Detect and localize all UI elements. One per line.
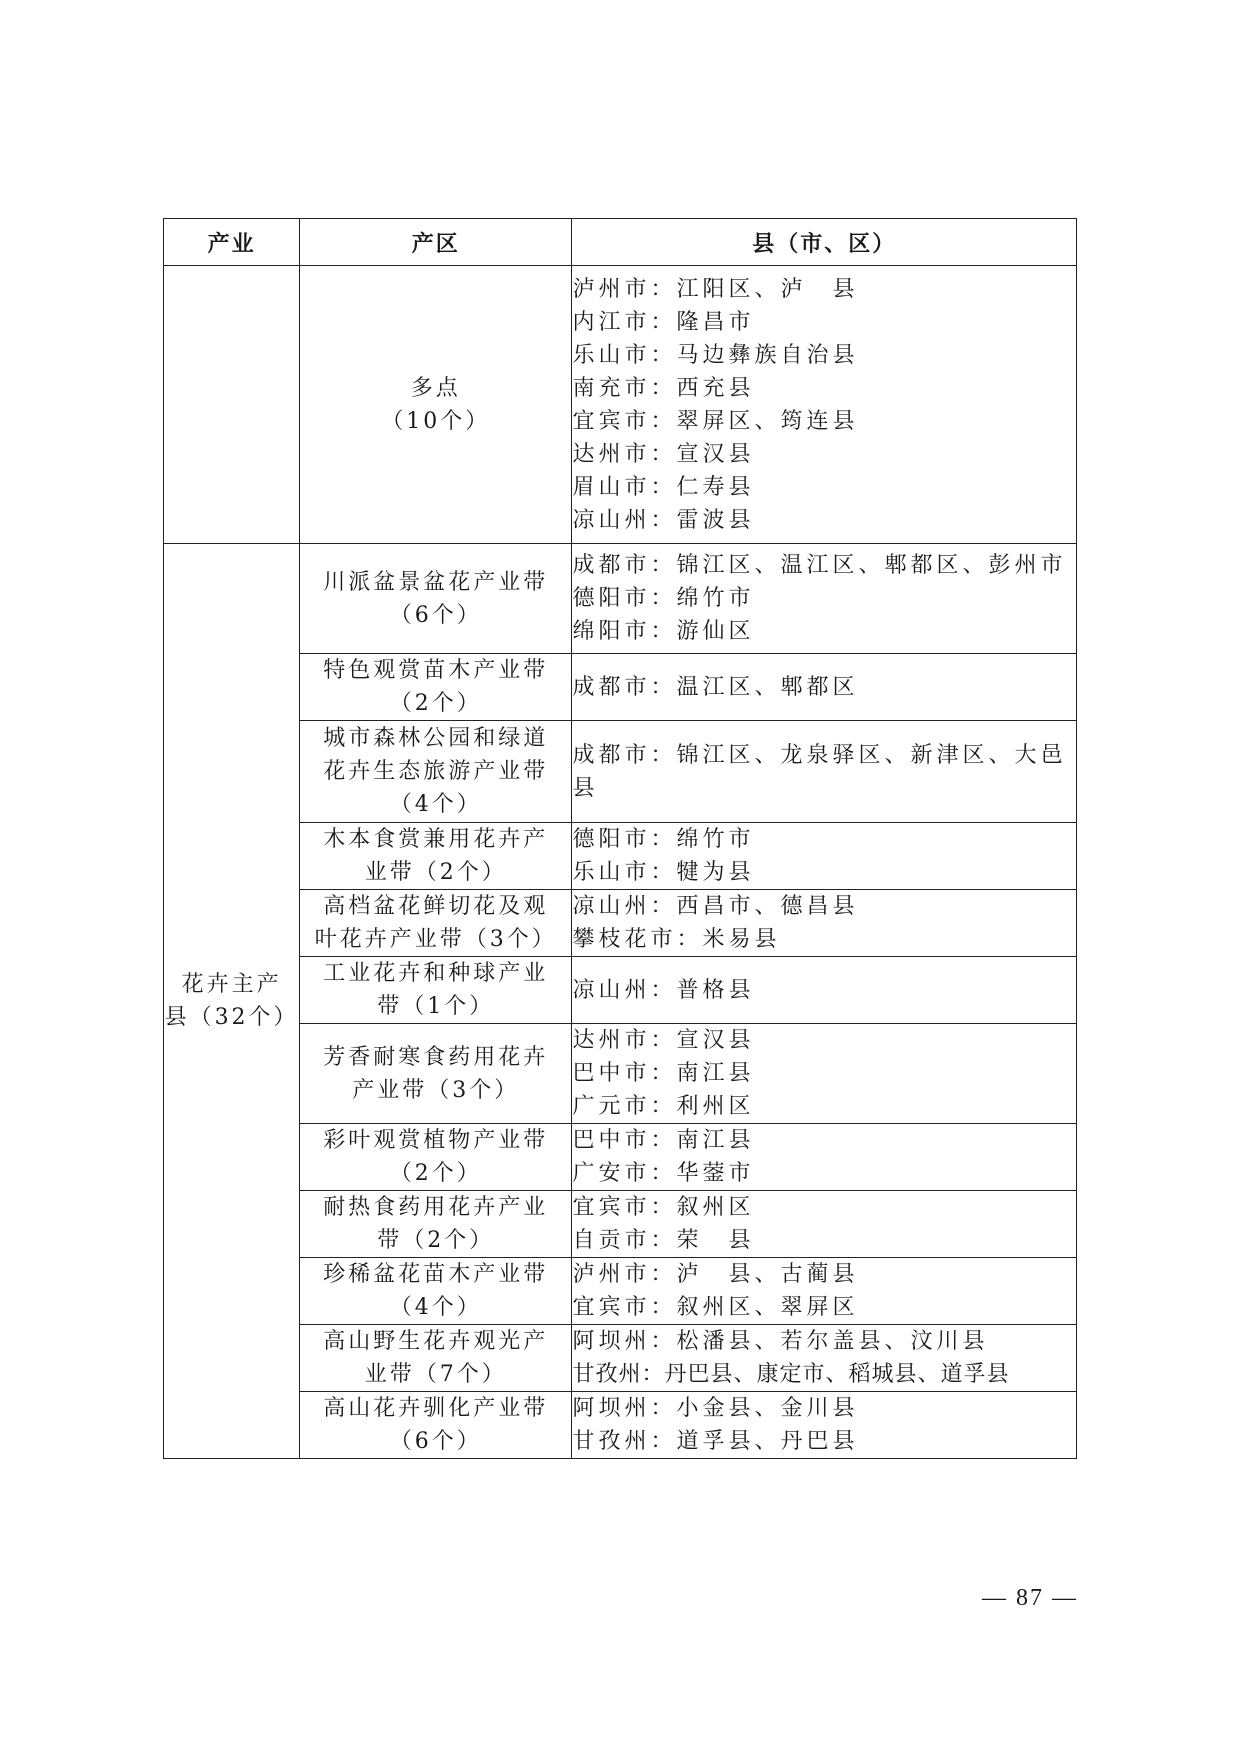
area-line: 川派盆景盆花产业带 xyxy=(323,569,549,595)
county-line: 广元市：利州区 xyxy=(572,1094,755,1119)
county-cell xyxy=(572,1258,1077,1325)
county-line: 巴中市：南江县 xyxy=(572,1061,755,1086)
header-industry: 产业 xyxy=(164,219,300,266)
county-line: 巴中市：南江县 xyxy=(572,1128,755,1153)
county-line: 凉山州：西昌市、德昌县 xyxy=(572,894,859,919)
county-line: 德阳市：绵竹市 xyxy=(572,586,755,611)
area-line: （2个） xyxy=(389,1161,482,1186)
area-line: 产业带（3个） xyxy=(352,1077,520,1103)
area-cell xyxy=(300,544,572,654)
county-line: 攀枝花市：米易县 xyxy=(572,927,781,952)
county-cell xyxy=(572,890,1077,957)
county-line: 广安市：华蓥市 xyxy=(572,1161,755,1186)
county-line: 凉山州：雷波县 xyxy=(572,507,755,533)
area-line: （4个） xyxy=(389,1295,482,1320)
area-cell xyxy=(300,823,572,890)
table-row xyxy=(164,1258,1077,1325)
area-line: （6个） xyxy=(389,1429,482,1454)
table-header-row xyxy=(164,219,1077,266)
county-cell xyxy=(572,544,1077,654)
area-cell xyxy=(300,957,572,1024)
county-line: 甘孜州：丹巴县、康定市、稻城县、道孚县 xyxy=(572,1362,1010,1387)
county-line: 德阳市：绵竹市 xyxy=(572,827,755,852)
area-cell xyxy=(300,654,572,721)
industry-line: 县（32个） xyxy=(164,1005,299,1030)
table-row xyxy=(164,266,1077,544)
table-row xyxy=(164,1325,1077,1392)
area-line: 工业花卉和种球产业 xyxy=(323,961,549,986)
county-line: 内江市：隆昌市 xyxy=(572,309,755,335)
area-cell xyxy=(300,1191,572,1258)
table-row xyxy=(164,823,1077,890)
area-line: 业带（2个） xyxy=(364,860,507,885)
industry-cell xyxy=(164,544,300,1459)
county-line: 甘孜州：道孚县、丹巴县 xyxy=(572,1429,859,1454)
county-cell xyxy=(572,721,1077,823)
county-cell xyxy=(572,266,1077,544)
area-line: 城市森林公园和绿道 xyxy=(323,726,549,751)
table-row xyxy=(164,890,1077,957)
county-line: 乐山市：马边彝族自治县 xyxy=(572,342,859,368)
industry-cell-empty xyxy=(164,266,300,544)
area-cell xyxy=(300,266,572,544)
area-line: 木本食赏兼用花卉产 xyxy=(323,827,549,852)
area-line: 高山野生花卉观光产 xyxy=(323,1329,549,1354)
area-line: 带（2个） xyxy=(377,1228,495,1253)
table-row xyxy=(164,654,1077,721)
county-line: 达州市：宣汉县 xyxy=(572,1028,755,1053)
area-cell xyxy=(300,721,572,823)
area-line: 花卉生态旅游产业带 xyxy=(323,759,549,784)
area-line: 珍稀盆花苗木产业带 xyxy=(323,1262,549,1287)
area-cell xyxy=(300,1024,572,1124)
area-line: 带（1个） xyxy=(377,994,495,1019)
county-line: 凉山州：普格县 xyxy=(572,977,755,1003)
county-cell xyxy=(572,1024,1077,1124)
county-cell xyxy=(572,957,1077,1024)
area-cell xyxy=(300,1124,572,1191)
table-row xyxy=(164,544,1077,654)
area-line: （4个） xyxy=(389,792,482,817)
industry-line: 花卉主产 xyxy=(181,972,282,997)
area-line: 高山花卉驯化产业带 xyxy=(323,1396,549,1421)
table-row xyxy=(164,1392,1077,1459)
county-line: 达州市：宣汉县 xyxy=(572,441,755,467)
county-line: 阿坝州：小金县、金川县 xyxy=(572,1396,859,1421)
county-cell xyxy=(572,1325,1077,1392)
county-line: 绵阳市：游仙区 xyxy=(572,619,755,644)
county-cell xyxy=(572,1124,1077,1191)
area-line: 耐热食药用花卉产业 xyxy=(323,1195,549,1220)
area-line: 叶花卉产业带（3个） xyxy=(314,927,557,952)
county-line: 自贡市：荣 县 xyxy=(572,1228,755,1253)
table-row xyxy=(164,1124,1077,1191)
area-cell xyxy=(300,1325,572,1392)
table-row xyxy=(164,721,1077,823)
area-cell xyxy=(300,1392,572,1459)
county-cell xyxy=(572,1191,1077,1258)
table-row xyxy=(164,1191,1077,1258)
county-cell xyxy=(572,654,1077,721)
area-line: 业带（7个） xyxy=(364,1362,507,1387)
county-line: 南充市：西充县 xyxy=(572,375,755,401)
header-area: 产区 xyxy=(300,219,572,266)
table-row xyxy=(164,1024,1077,1124)
county-line: 成都市：锦江区、温江区、郫都区、彭州市 xyxy=(572,553,1067,578)
county-line: 阿坝州：松潘县、若尔盖县、汶川县 xyxy=(572,1329,989,1354)
area-line: （6个） xyxy=(389,602,482,628)
area-line: 芳香耐寒食药用花卉 xyxy=(323,1044,549,1070)
area-line: （10个） xyxy=(381,408,491,434)
page-number: — 87 — xyxy=(982,1585,1078,1611)
area-line: （2个） xyxy=(389,691,482,716)
county-cell xyxy=(572,823,1077,890)
table-row xyxy=(164,957,1077,1024)
area-line: 多点 xyxy=(410,375,461,401)
area-cell xyxy=(300,1258,572,1325)
county-line: 宜宾市：叙州区 xyxy=(572,1195,755,1220)
county-line: 泸州市：江阳区、泸 县 xyxy=(572,276,859,302)
county-line: 成都市：锦江区、龙泉驿区、新津区、大邑县 xyxy=(572,742,1067,801)
area-line: 特色观赏苗木产业带 xyxy=(323,658,549,683)
county-cell xyxy=(572,1392,1077,1459)
county-line: 乐山市：犍为县 xyxy=(572,860,755,885)
county-line: 眉山市：仁寿县 xyxy=(572,474,755,500)
county-line: 成都市：温江区、郫都区 xyxy=(572,674,859,700)
county-line: 宜宾市：叙州区、翠屏区 xyxy=(572,1295,859,1320)
area-cell xyxy=(300,890,572,957)
region-table xyxy=(163,218,1077,1459)
county-line: 泸州市：泸 县、古蔺县 xyxy=(572,1262,859,1287)
area-line: 彩叶观赏植物产业带 xyxy=(323,1128,549,1153)
header-county: 县（市、区） xyxy=(572,219,1077,266)
county-line: 宜宾市：翠屏区、筠连县 xyxy=(572,408,859,434)
area-line: 高档盆花鲜切花及观 xyxy=(323,894,549,919)
